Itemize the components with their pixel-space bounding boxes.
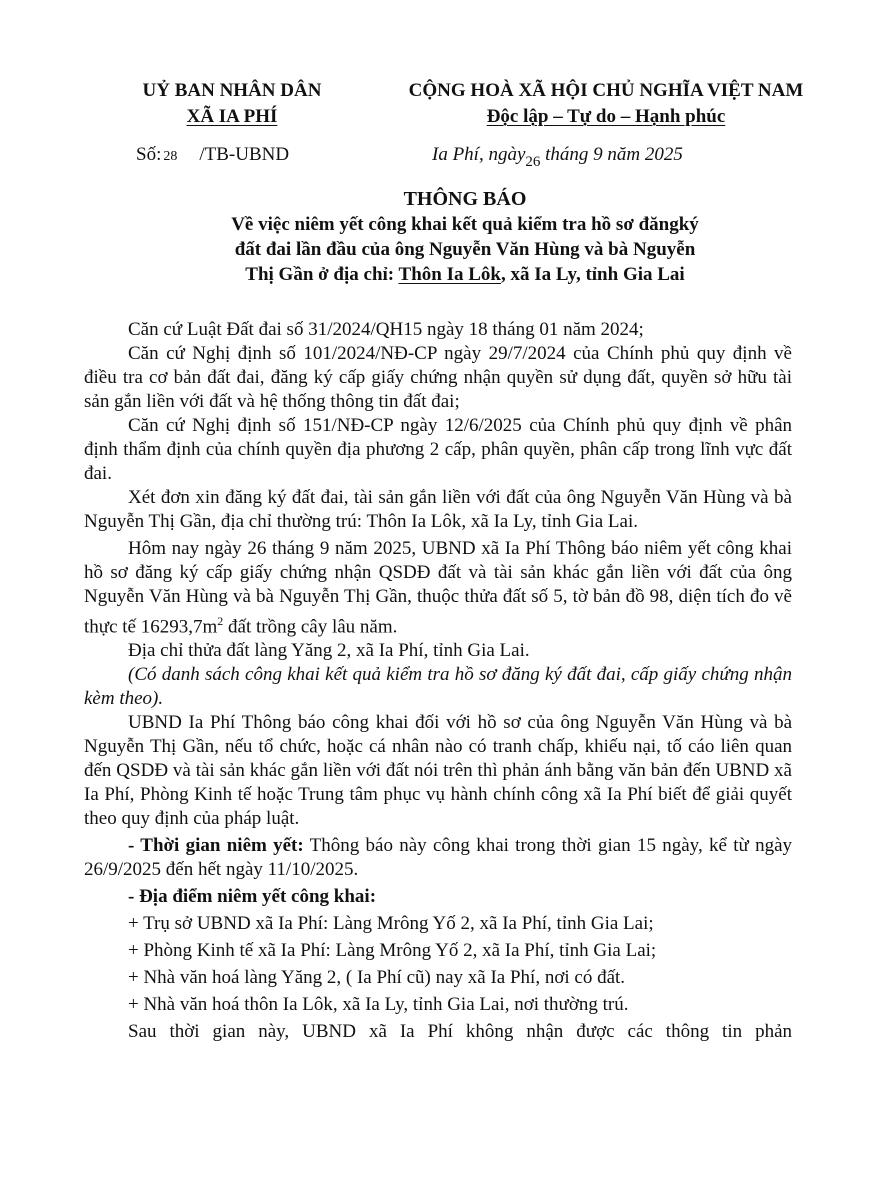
posting-location-4: + Nhà văn hoá thôn Ia Lôk, xã Ia Ly, tỉnh Gia Lai, nơi thường trú.	[128, 994, 629, 1016]
notice-title-block	[120, 186, 810, 287]
posting-period	[84, 834, 792, 882]
date-prefix: Ia Phí, ngày	[432, 144, 526, 165]
attached-list-note: (Có danh sách công khai kết quả kiểm tra hồ sơ đăng ký đất đai, cấp giấy chứng nhận kèm theo).	[84, 664, 792, 710]
notice-subject-line-2: đất đai lần đầu của ông Nguyễn Văn Hùng và bà Nguyễn	[234, 239, 696, 260]
number-prefix: Số:	[136, 144, 162, 165]
posting-period-label: - Thời gian niêm yết:	[128, 835, 304, 857]
posting-locations-label: - Địa điểm niêm yết công khai:	[128, 886, 377, 908]
agency-name: UỶ BAN NHÂN DÂN	[142, 80, 322, 101]
national-title: CỘNG HOÀ XÃ HỘI CHỦ NGHĨA VIỆT NAM	[408, 80, 804, 101]
announcement-paragraph	[84, 537, 792, 639]
announcement-text-end: đất trồng cây lâu năm.	[223, 616, 398, 638]
subject-address: Thôn Ia Lôk	[398, 264, 501, 285]
document-date	[432, 144, 683, 170]
area-unit-superscript: 2	[217, 614, 224, 628]
legal-basis-1: Căn cứ Luật Đất đai số 31/2024/QH15 ngày 18 tháng 01 năm 2024;	[128, 319, 644, 340]
national-motto-text: Độc lập – Tự do – Hạnh phúc	[486, 106, 726, 127]
notice-subject-line-1: Về việc niêm yết công khai kết quả kiểm tra hồ sơ đăngký	[231, 214, 699, 235]
complaint-paragraph: UBND Ia Phí Thông báo công khai đối với hồ sơ của ông Nguyễn Văn Hùng và bà Nguyễn Thị Gần, nếu tổ chức, hoặc cá nhân nào có tranh chấp, khiếu nại, tố cáo liên quan đến QSDĐ và tài sản khác gắn liền với đất nói trên thì phản ánh bằng văn bản đến UBND xã Ia Phí, Phòng Kinh tế hoặc Trung tâm phục vụ hành chính công xã Ia Phí biết để giải quyết theo quy định của pháp luật.	[84, 712, 792, 830]
subject-part-c: , xã Ia Ly, tỉnh Gia Lai	[500, 264, 685, 285]
land-address: Địa chỉ thửa đất làng Yăng 2, xã Ia Phí, tỉnh Gia Lai.	[128, 640, 530, 662]
date-day: 26	[525, 154, 541, 170]
document-number	[136, 144, 289, 166]
number-suffix: /TB-UBND	[199, 144, 290, 165]
notice-title: THÔNG BÁO	[403, 188, 527, 210]
legal-basis-3: Căn cứ Nghị định số 151/NĐ-CP ngày 12/6/2025 của Chính phủ quy định về phân định thẩm định của chính quyền địa phương 2 cấp, phân quyền, phân cấp trong lĩnh vực đất đai.	[84, 415, 792, 484]
agency-commune	[117, 106, 347, 128]
number-value: 28	[163, 149, 178, 164]
notice-body	[84, 318, 792, 1044]
posting-location-2: + Phòng Kinh tế xã Ia Phí: Làng Mrông Yố 2, xã Ia Phí, tỉnh Gia Lai;	[128, 940, 657, 962]
application-paragraph: Xét đơn xin đăng ký đất đai, tài sản gắn liền với đất của ông Nguyễn Văn Hùng và bà Nguyễn Thị Gần, địa chỉ thường trú: Thôn Ia Lôk, xã Ia Ly, tỉnh Gia Lai.	[84, 487, 792, 532]
announcement-text: Hôm nay ngày 26 tháng 9 năm 2025, UBND xã Ia Phí Thông báo niêm yết công khai hồ sơ đăng ký cấp giấy chứng nhận QSDĐ đất và tài sản khác gắn liền với đất của ông Nguyễn Văn Hùng và bà Nguyễn Thị Gần, thuộc thửa đất số 5, tờ bản đồ 98, diện tích đo vẽ thực tế 16293,7m	[84, 538, 792, 638]
date-suffix: tháng 9 năm 2025	[540, 144, 683, 165]
national-motto	[381, 106, 831, 128]
posting-location-3: + Nhà văn hoá làng Yăng 2, ( Ia Phí cũ) nay xã Ia Phí, nơi có đất.	[128, 967, 626, 989]
posting-period-text: Thông báo này công khai trong thời gian 15 ngày, kể từ ngày 26/9/2025 đến hết ngày 11/10/2025.	[84, 835, 792, 881]
posting-location-1: + Trụ sở UBND xã Ia Phí: Làng Mrông Yố 2, xã Ia Phí, tỉnh Gia Lai;	[128, 913, 654, 935]
agency-commune-text: XÃ IA PHÍ	[186, 106, 278, 127]
subject-part-a: Thị Gần ở địa chỉ:	[245, 264, 399, 285]
closing-paragraph: Sau thời gian này, UBND xã Ia Phí không nhận được các thông tin phản	[128, 1021, 792, 1043]
legal-basis-2: Căn cứ Nghị định số 101/2024/NĐ-CP ngày 29/7/2024 của Chính phủ quy định về điều tra cơ bản đất đai, đăng ký cấp giấy chứng nhận quyền sử dụng đất, quyền sở hữu tài sản gắn liền với đất và hệ thống thông tin đất đai;	[84, 343, 792, 412]
notice-subject-line-3	[120, 262, 810, 287]
